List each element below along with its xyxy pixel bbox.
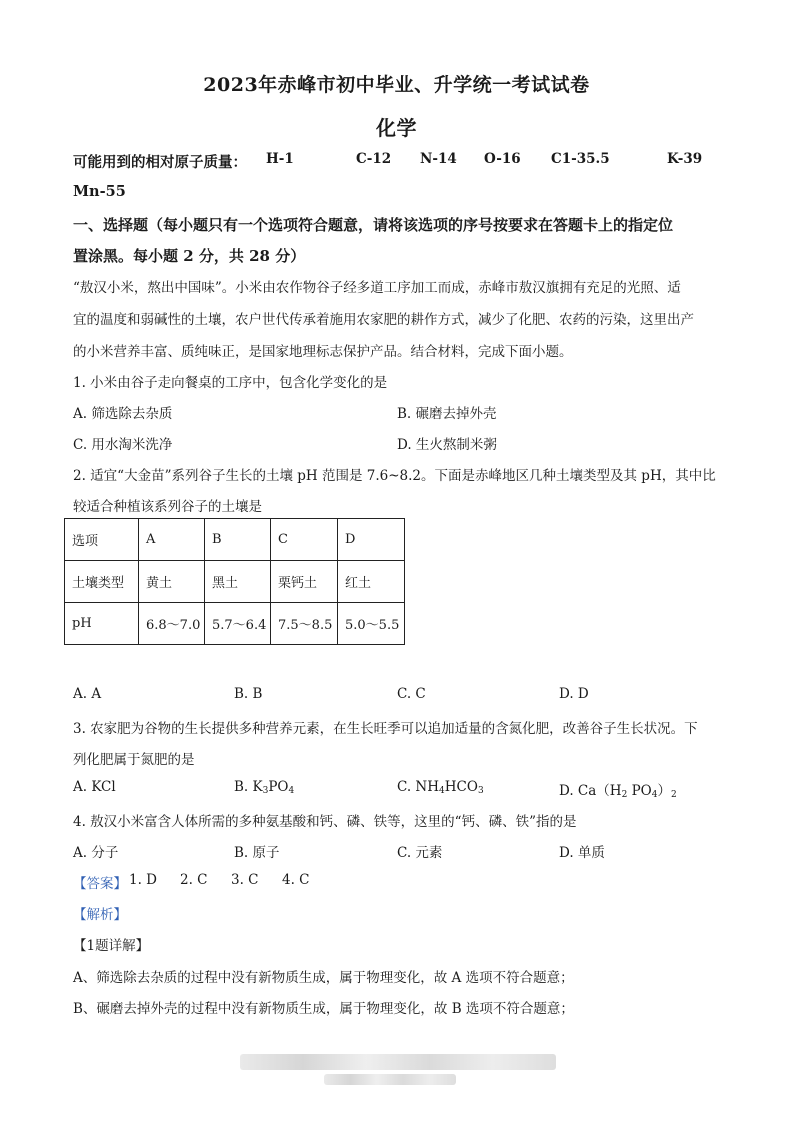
footer-watermark-sub: [324, 1074, 456, 1085]
q3-stem-line2: 列化肥属于氮肥的是: [73, 752, 195, 768]
answer-1: 1. D: [129, 872, 157, 888]
q1-option-d: D. 生火熬制米粥: [397, 437, 497, 453]
table-cell: 6.8～7.0: [139, 603, 205, 645]
q4-option-d: D. 单质: [559, 845, 605, 861]
section-heading-line1: 一、选择题（每小题只有一个选项符合题意，请将该选项的序号按要求在答题卡上的指定位: [73, 216, 674, 234]
table-cell: 5.0～5.5: [338, 603, 405, 645]
atomic-mass-cl: C1-35.5: [551, 151, 610, 167]
table-cell: pH: [65, 603, 139, 645]
atomic-mass-o: O-16: [484, 151, 521, 167]
subject-title: 化学: [376, 116, 417, 140]
atomic-mass-k: K-39: [667, 151, 703, 167]
q3-option-d: D. $Ca(H_2$ $PO_4)_2$: [559, 783, 677, 800]
table-cell: 选项: [65, 519, 139, 561]
q4-option-b: B. 原子: [234, 845, 280, 861]
q1-option-a: A. 筛选除去杂质: [73, 406, 173, 422]
table-row: [65, 603, 405, 645]
q2-option-b: B. B: [234, 686, 263, 702]
table-cell: 7.5～8.5: [271, 603, 338, 645]
q1-stem: 1. 小米由谷子走向餐桌的工序中，包含化学变化的是: [73, 375, 388, 391]
intro-line-2: 宜的温度和弱碱性的土壤，农户世代传承着施用农家肥的耕作方式，减少了化肥、农药的污染，这里出产: [73, 312, 694, 328]
atomic-mass-n: N-14: [420, 151, 457, 167]
intro-line-1: “敖汉小米，熬出中国味”。小米由农作物谷子经多道工序加工而成，赤峰市敖汉旗拥有充足的光照、适: [73, 280, 681, 296]
q1-option-c: C. 用水淘米洗净: [73, 437, 173, 453]
q2-option-d: D. D: [559, 686, 589, 702]
q2-stem-line2: 较适合种植该系列谷子的土壤是: [73, 499, 262, 515]
q4-option-c: C. 元素: [397, 845, 443, 861]
table-row: [65, 561, 405, 603]
answer-3: 3. C: [231, 872, 259, 888]
q3-option-b: B. $K_3PO_4$: [234, 779, 295, 796]
table-cell: C: [271, 519, 338, 561]
q2-stem-line1: 2. 适宜“大金苗”系列谷子生长的土壤 pH 范围是 7.6~8.2。下面是赤峰地区几种土壤类型及其 pH，其中比: [73, 468, 716, 484]
table-cell: 黄土: [139, 561, 205, 603]
answer-2: 2. C: [180, 872, 208, 888]
table-cell: A: [139, 519, 205, 561]
detail-label: 【1题详解】: [73, 938, 150, 954]
soil-ph-table: [64, 518, 405, 645]
q3-stem-line1: 3. 农家肥为谷物的生长提供多种营养元素，在生长旺季可以追加适量的含氮化肥，改善谷子生长状况。下: [73, 721, 698, 737]
q2-option-c: C. C: [397, 686, 426, 702]
section-heading-line2: 置涂黑。每小题 2 分，共 28 分）: [73, 247, 306, 265]
atomic-mass-mn: Mn-55: [73, 183, 126, 200]
intro-line-3: 的小米营养丰富、质纯味正，是国家地理标志保护产品。结合材料，完成下面小题。: [73, 344, 573, 360]
atomic-mass-h: H-1: [266, 151, 294, 167]
answer-label: 【答案】: [73, 876, 127, 892]
table-cell: 5.7～6.4: [205, 603, 271, 645]
analysis-label: 【解析】: [73, 907, 127, 923]
table-cell: B: [205, 519, 271, 561]
table-row: [65, 519, 405, 561]
q3-option-a: A. KCl: [73, 779, 116, 795]
detail-line-a: A、筛选除去杂质的过程中没有新物质生成，属于物理变化，故 A 选项不符合题意；: [73, 970, 574, 986]
table-cell: 栗钙土: [271, 561, 338, 603]
table-cell: 土壤类型: [65, 561, 139, 603]
q4-option-a: A. 分子: [73, 845, 119, 861]
q4-stem: 4. 敖汉小米富含人体所需的多种氨基酸和钙、磷、铁等，这里的“钙、磷、铁”指的是: [73, 814, 577, 830]
q3-option-c: C. $NH_4HCO_3$: [397, 779, 484, 796]
table-cell: D: [338, 519, 405, 561]
table-cell: 红土: [338, 561, 405, 603]
q1-option-b: B. 碾磨去掉外壳: [397, 406, 497, 422]
atomic-mass-label: 可能用到的相对原子质量：: [73, 154, 247, 171]
table-cell: 黑土: [205, 561, 271, 603]
footer-watermark: [240, 1054, 556, 1070]
q2-option-a: A. A: [73, 686, 102, 702]
exam-title: 2023年赤峰市初中毕业、升学统一考试试卷: [203, 74, 590, 96]
detail-line-b: B、碾磨去掉外壳的过程中没有新物质生成，属于物理变化，故 B 选项不符合题意；: [73, 1001, 574, 1017]
atomic-mass-c: C-12: [356, 151, 392, 167]
answer-4: 4. C: [282, 872, 310, 888]
